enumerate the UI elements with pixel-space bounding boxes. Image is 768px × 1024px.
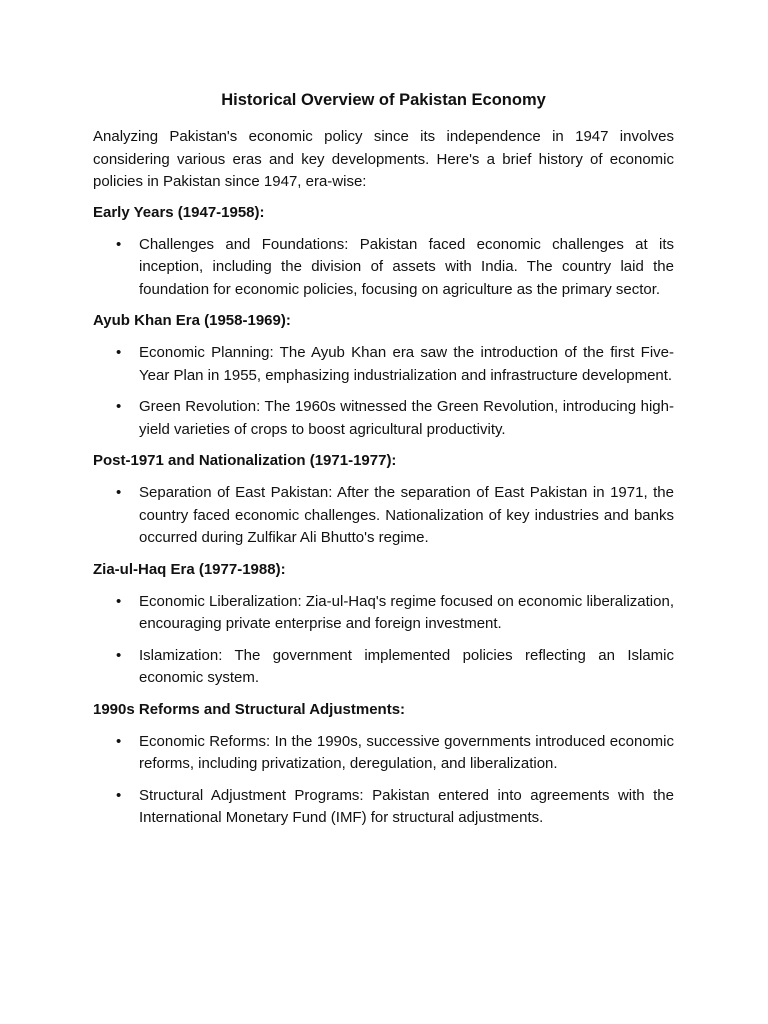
- list-item-text: Green Revolution: The 1960s witnessed the Green Revolution, introducing high-yield varieties of crops to boost agricultural productivity.: [139, 398, 674, 438]
- bullet-icon: •: [116, 786, 122, 804]
- list-item-text: Structural Adjustment Programs: Pakistan entered into agreements with the International Monetary Fund (IMF) for structural adjustments.: [139, 786, 674, 826]
- section-early-years: [93, 202, 674, 302]
- document-title: Historical Overview of Pakistan Economy: [221, 91, 546, 109]
- bullet-icon: •: [116, 732, 122, 750]
- list-item-text: Economic Liberalization: Zia-ul-Haq's regime focused on economic liberalization, encouraging private enterprise and foreign investment.: [139, 592, 674, 632]
- bullet-icon: •: [116, 484, 122, 501]
- section-1990s-reforms: [93, 699, 674, 830]
- intro-paragraph: Analyzing Pakistan's economic policy since its independence in 1947 involves considering various eras and key developments. Here's a brief history of economic policies in Pakistan since 1947, era-wise:: [93, 128, 674, 190]
- list-item: [93, 396, 674, 441]
- bullet-icon: •: [116, 235, 122, 253]
- list-item: [93, 731, 674, 776]
- section-heading: Zia-ul-Haq Era (1977-1988):: [93, 560, 286, 578]
- section-post-1971: [93, 450, 674, 550]
- section-heading: Early Years (1947-1958):: [93, 203, 265, 221]
- section-zia-ul-haq-era: [93, 559, 674, 690]
- bullet-icon: •: [116, 592, 122, 610]
- bullet-list: [93, 731, 674, 830]
- bullet-list: [93, 591, 674, 690]
- bullet-list: [93, 342, 674, 441]
- list-item-text: Challenges and Foundations: Pakistan faced economic challenges at its inception, including the division of assets with India. The country laid the foundation for economic policies, focusing on agriculture as the primary sector.: [139, 235, 674, 298]
- section-heading: Ayub Khan Era (1958-1969):: [93, 312, 291, 329]
- list-item: [93, 645, 674, 690]
- list-item: [93, 234, 674, 302]
- list-item: [93, 482, 674, 550]
- section-heading: 1990s Reforms and Structural Adjustments:: [93, 700, 406, 718]
- list-item: [93, 342, 674, 387]
- list-item: [93, 785, 674, 830]
- section-heading: Post-1971 and Nationalization (1971-1977):: [93, 452, 397, 469]
- list-item-text: Islamization: The government implemented policies reflecting an Islamic economic system.: [139, 646, 674, 686]
- list-item-text: Economic Reforms: In the 1990s, successive governments introduced economic reforms, including privatization, deregulation, and liberalization.: [139, 732, 674, 772]
- bullet-list: [93, 482, 674, 550]
- section-ayub-khan-era: [93, 310, 674, 441]
- bullet-icon: •: [116, 344, 122, 361]
- bullet-icon: •: [116, 398, 122, 415]
- list-item-text: Separation of East Pakistan: After the separation of East Pakistan in 1971, the country faced economic challenges. Nationalization of key industries and banks occurred during Zulfikar Ali Bhutto's regime.: [139, 484, 674, 546]
- list-item-text: Economic Planning: The Ayub Khan era saw the introduction of the first Five-Year Plan in 1955, emphasizing industrialization and infrastructure development.: [139, 344, 674, 384]
- bullet-list: [93, 234, 674, 302]
- list-item: [93, 591, 674, 636]
- bullet-icon: •: [116, 646, 122, 664]
